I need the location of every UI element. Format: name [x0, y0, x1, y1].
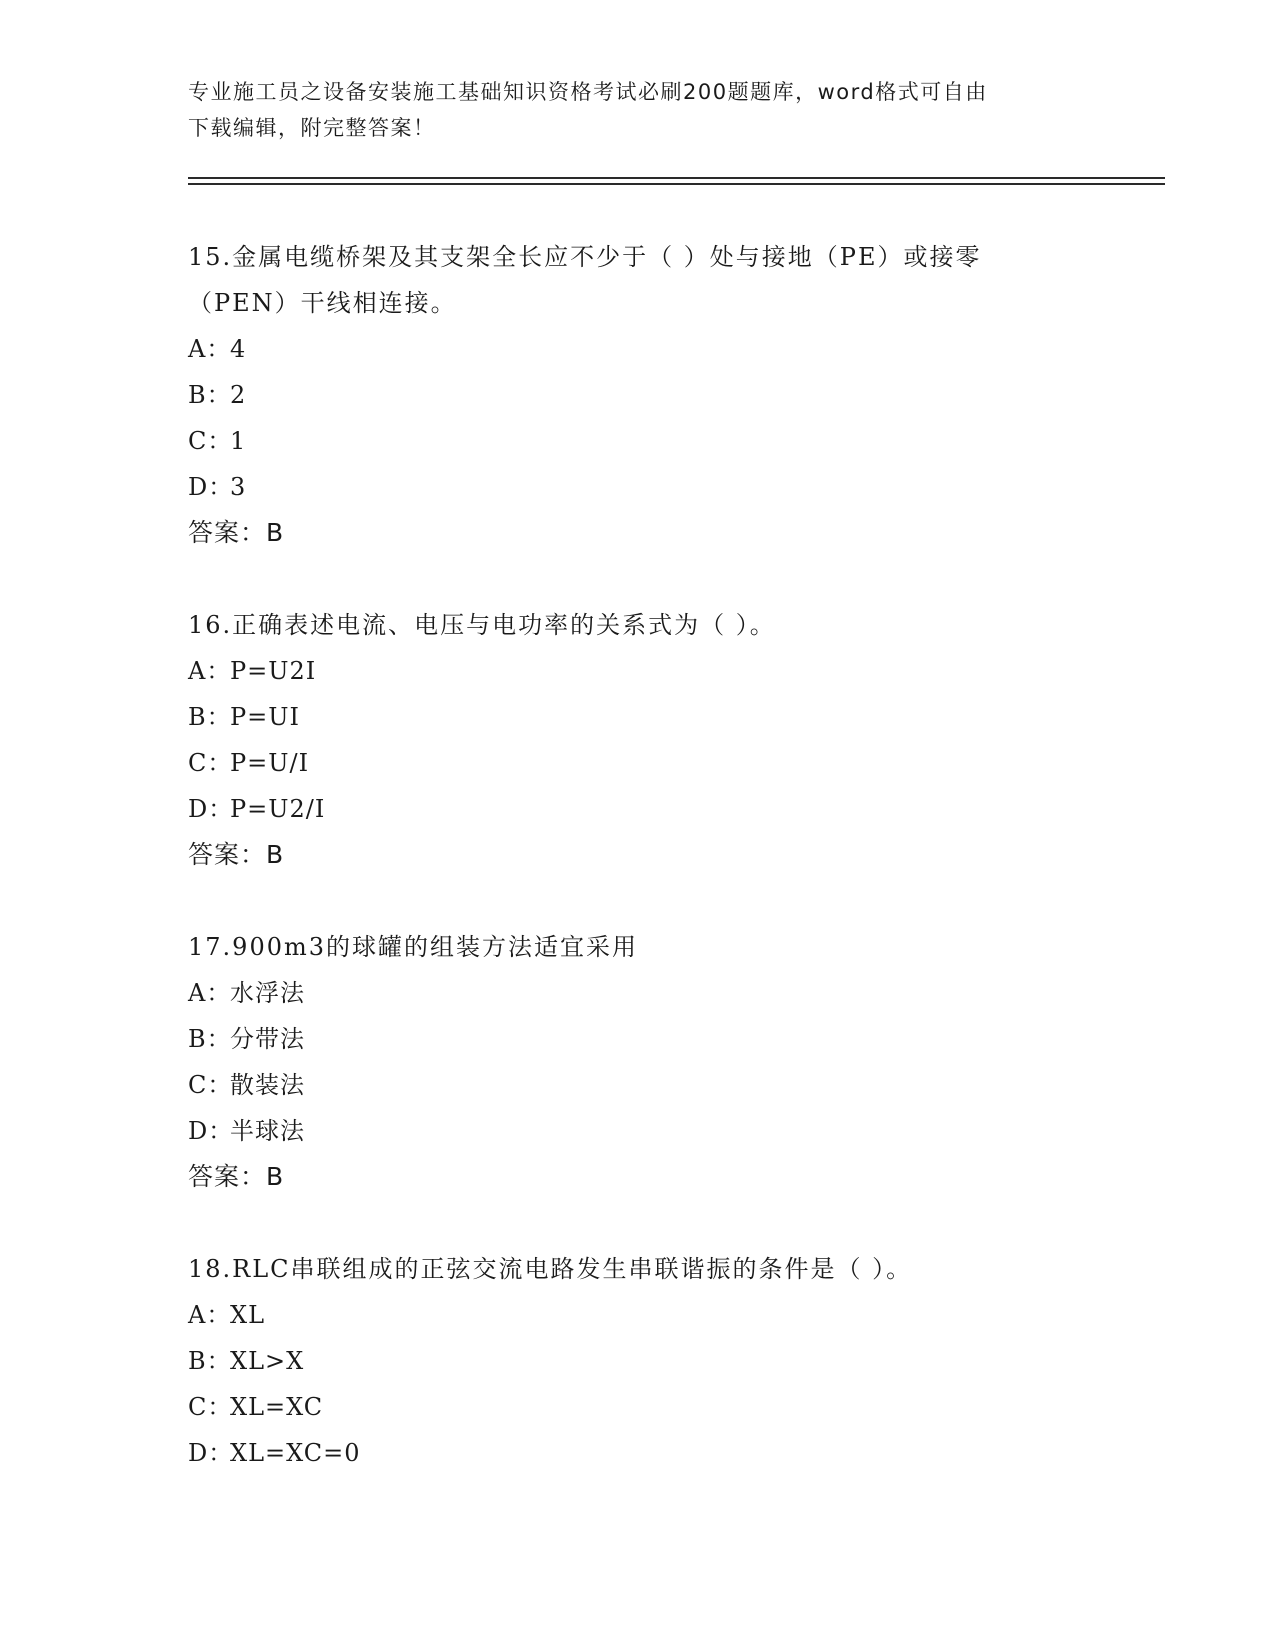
- option-text: XL: [230, 1301, 266, 1329]
- question-stem: 15.金属电缆桥架及其支架全长应不少于（ ）处与接地（PE）或接零: [188, 243, 982, 271]
- option-text: 3: [230, 473, 247, 501]
- option-c: [188, 1062, 1088, 1108]
- option-b: [188, 1016, 1088, 1062]
- option-text: 散装法: [230, 1071, 305, 1099]
- option-text: P=UI: [230, 703, 300, 731]
- option-text: P=U2I: [230, 657, 317, 685]
- answer-line: 答案：B: [188, 518, 285, 547]
- document-header: [188, 74, 1068, 146]
- option-key: A：: [188, 1301, 232, 1329]
- header-divider-bottom: [188, 183, 1165, 185]
- option-text: P=U/I: [230, 749, 310, 777]
- option-key: C：: [188, 1393, 233, 1421]
- option-key: D：: [188, 473, 234, 501]
- option-text: 分带法: [230, 1025, 305, 1053]
- option-d: [188, 1108, 1088, 1154]
- question-17: [188, 924, 1088, 1200]
- option-a: [188, 1292, 1088, 1338]
- option-d: [188, 464, 1088, 510]
- option-key: C：: [188, 1071, 233, 1099]
- option-a: [188, 326, 1088, 372]
- question-18: [188, 1246, 1088, 1476]
- option-text: XL=XC: [230, 1393, 324, 1421]
- option-key: D：: [188, 795, 234, 823]
- option-key: C：: [188, 427, 233, 455]
- option-key: B：: [188, 381, 232, 409]
- question-stem: 17.900m3的球罐的组装方法适宜采用: [188, 933, 639, 961]
- option-c: [188, 740, 1088, 786]
- option-d: [188, 1430, 1088, 1476]
- option-b: [188, 1338, 1088, 1384]
- option-text: 2: [230, 381, 247, 409]
- question-16: [188, 602, 1088, 878]
- option-key: A：: [188, 657, 232, 685]
- option-key: A：: [188, 979, 232, 1007]
- option-key: B：: [188, 1347, 232, 1375]
- header-divider-top: [188, 177, 1165, 179]
- option-key: A：: [188, 335, 232, 363]
- option-key: B：: [188, 703, 232, 731]
- option-text: P=U2/I: [230, 795, 326, 823]
- option-key: B：: [188, 1025, 232, 1053]
- option-key: D：: [188, 1117, 234, 1145]
- answer-line: 答案：B: [188, 1162, 285, 1191]
- question-stem: 18.RLC串联组成的正弦交流电路发生串联谐振的条件是（ ）。: [188, 1255, 913, 1283]
- question-15: [188, 234, 1088, 556]
- question-stem: 16.正确表述电流、电压与电功率的关系式为（ ）。: [188, 611, 776, 639]
- option-text: 4: [230, 335, 247, 363]
- header-line-1: 专业施工员之设备安装施工基础知识资格考试必刷200题题库，word格式可自由: [188, 80, 988, 104]
- option-text: 半球法: [230, 1117, 305, 1145]
- option-c: [188, 418, 1088, 464]
- answer-line: 答案：B: [188, 840, 285, 869]
- option-text: 水浮法: [230, 979, 305, 1007]
- option-c: [188, 1384, 1088, 1430]
- option-text: XL=XC=0: [230, 1439, 361, 1467]
- option-b: [188, 372, 1088, 418]
- option-text: 1: [230, 427, 247, 455]
- header-line-2: 下载编辑，附完整答案！: [188, 116, 436, 140]
- option-a: [188, 648, 1088, 694]
- option-b: [188, 694, 1088, 740]
- option-text: XL>X: [230, 1347, 305, 1375]
- option-d: [188, 786, 1088, 832]
- question-stem-continued: （PEN）干线相连接。: [188, 289, 457, 317]
- option-key: C：: [188, 749, 233, 777]
- option-key: D：: [188, 1439, 234, 1467]
- option-a: [188, 970, 1088, 1016]
